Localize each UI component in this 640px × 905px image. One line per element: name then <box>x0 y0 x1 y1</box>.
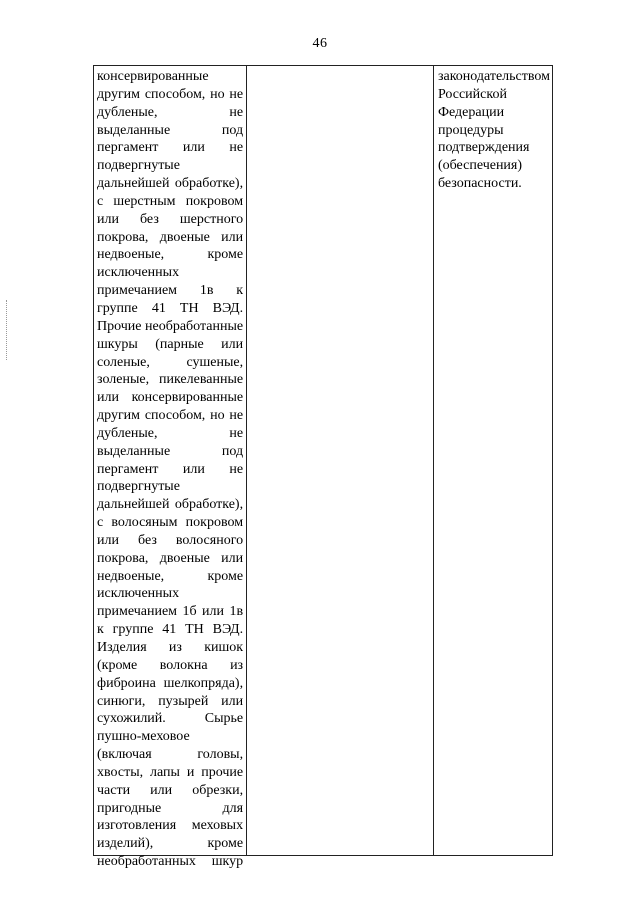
text-line: хвосты, лапы и прочие <box>97 764 244 780</box>
text-line: с волосяным покровом <box>97 515 244 531</box>
text-line: шкуры (парные или <box>97 336 244 352</box>
text-line: (обеспечения) <box>437 158 523 174</box>
text-line: сухожилий. Сырье <box>97 711 244 727</box>
text-line: другим способом, но не <box>97 86 244 102</box>
table-cell-product-description <box>94 66 247 870</box>
text-line: (кроме волокна из <box>97 657 244 673</box>
text-line: подтверждения <box>437 140 530 156</box>
text-line: консервированные <box>97 69 209 84</box>
requirements-text <box>438 68 550 193</box>
text-line: дальнейшей обработке), <box>97 497 244 513</box>
table-cell-requirements <box>434 66 552 855</box>
text-line: исключенных <box>97 265 180 281</box>
text-line: группе 41 ТН ВЭД. <box>97 300 244 316</box>
text-line: дальнейшей обработке), <box>97 176 244 192</box>
text-line: Федерации <box>437 104 505 120</box>
text-line: или без волосяного <box>97 532 244 548</box>
text-line: пергамент или не <box>97 461 244 477</box>
text-line: (включая головы, <box>97 747 244 763</box>
text-line: недвоеные, кроме <box>97 568 244 584</box>
text-line: с шерстным покровом <box>97 193 244 209</box>
text-line: фиброина шелкопряда), <box>97 675 244 691</box>
text-line: изделий), кроме <box>97 836 244 852</box>
text-line: изготовления меховых <box>97 818 244 834</box>
text-line: Изделия из кишок <box>97 640 244 655</box>
text-line: соленые, сушеные, <box>97 354 244 370</box>
text-line: дубленые, не <box>97 104 244 120</box>
product-description-text <box>97 68 243 871</box>
text-line: выделанные под <box>97 443 244 459</box>
scan-edge-marks <box>6 300 8 360</box>
text-line: пушно-меховое <box>97 729 190 745</box>
text-line: Прочие необработанные <box>97 318 244 334</box>
text-line: подвергнутые <box>97 158 180 174</box>
text-line: золеные, пикелеванные <box>97 372 244 388</box>
text-line: Российской <box>437 86 507 102</box>
text-line: покрова, двоеные или <box>97 550 244 566</box>
text-line: безопасности. <box>437 176 522 192</box>
text-line: процедуры <box>437 122 504 138</box>
text-line: законодательством <box>437 69 550 84</box>
text-line: другим способом, но не <box>97 408 244 424</box>
text-line: пригодные для <box>97 800 244 816</box>
text-line: подвергнутые <box>97 479 180 495</box>
text-line: или без шерстного <box>97 211 244 227</box>
text-line: примечанием 1в к <box>97 283 244 299</box>
text-line: пергамент или не <box>97 140 244 156</box>
text-line: необработанных шкур <box>97 854 244 870</box>
text-line: или консервированные <box>97 390 244 406</box>
text-line: выделанные под <box>97 122 244 138</box>
text-line: части или обрезки, <box>97 782 244 798</box>
page-number: 46 <box>312 36 328 51</box>
text-line: дубленые, не <box>97 425 244 441</box>
text-line: синюги, пузырей или <box>97 693 244 709</box>
text-line: к группе 41 ТН ВЭД. <box>97 622 244 638</box>
text-line: исключенных <box>97 586 180 602</box>
text-line: примечанием 1б или 1в <box>97 604 244 620</box>
text-line: покрова, двоеные или <box>97 229 244 245</box>
table-cell-empty <box>247 66 434 855</box>
document-table <box>93 65 553 870</box>
text-line: недвоеные, кроме <box>97 247 244 263</box>
